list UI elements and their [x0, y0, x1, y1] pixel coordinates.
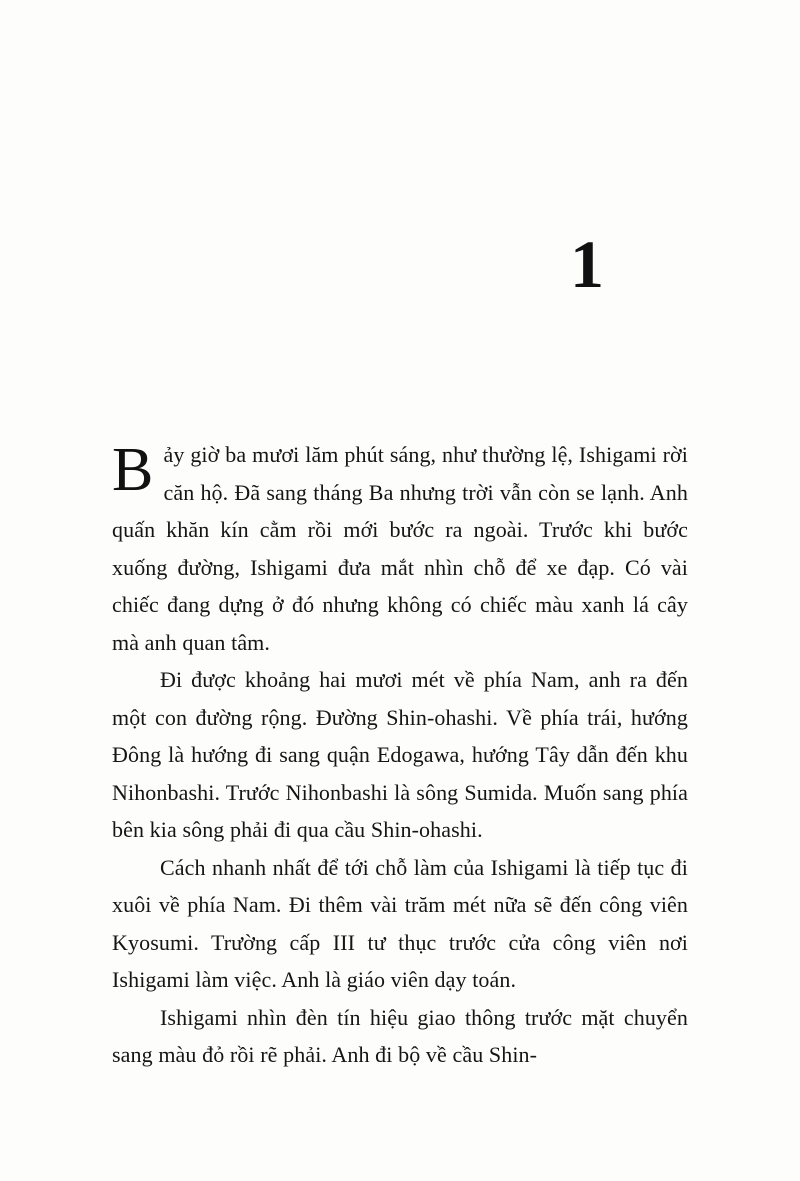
paragraph-text: Cách nhanh nhất để tới chỗ làm của Ishigami là tiếp tục đi xuôi về phía Nam. Đi thêm vài trăm mét nữa sẽ đến công viên Kyosumi. Trường cấp III tư thục trước cửa công viên nơi Ishigami làm việc. Anh là giáo viên dạy toán. — [112, 854, 688, 992]
drop-cap: B — [112, 436, 154, 504]
paragraph — [112, 661, 688, 849]
paragraph — [112, 999, 688, 1074]
paragraph-text: Đi được khoảng hai mươi mét về phía Nam, anh ra đến một con đường rộng. Đường Shin-ohashi. Về phía trái, hướng Đông là hướng đi sang quận Edogawa, hướng Tây dẫn đến khu Nihonbashi. Trước Nihonbashi là sông Sumida. Muốn sang phía bên kia sông phải đi qua cầu Shin-ohashi. — [112, 667, 688, 842]
paragraph — [112, 849, 688, 999]
chapter-number: 1 — [570, 226, 604, 302]
paragraph-text: Ishigami nhìn đèn tín hiệu giao thông trước mặt chuyển sang màu đỏ rồi rẽ phải. Anh đi bộ về cầu Shin- — [112, 1004, 688, 1067]
body-text — [112, 436, 688, 1074]
paragraph — [112, 436, 688, 661]
paragraph-text: ảy giờ ba mươi lăm phút sáng, như thường lệ, Ishigami rời căn hộ. Đã sang tháng Ba nhưng trời vẫn còn se lạnh. Anh quấn khăn kín cằm rồi mới bước ra ngoài. Trước khi bước xuống đường, Ishigami đưa mắt nhìn chỗ để xe đạp. Có vài chiếc đang dựng ở đó nhưng không có chiếc màu xanh lá cây mà anh quan tâm. — [112, 442, 688, 655]
